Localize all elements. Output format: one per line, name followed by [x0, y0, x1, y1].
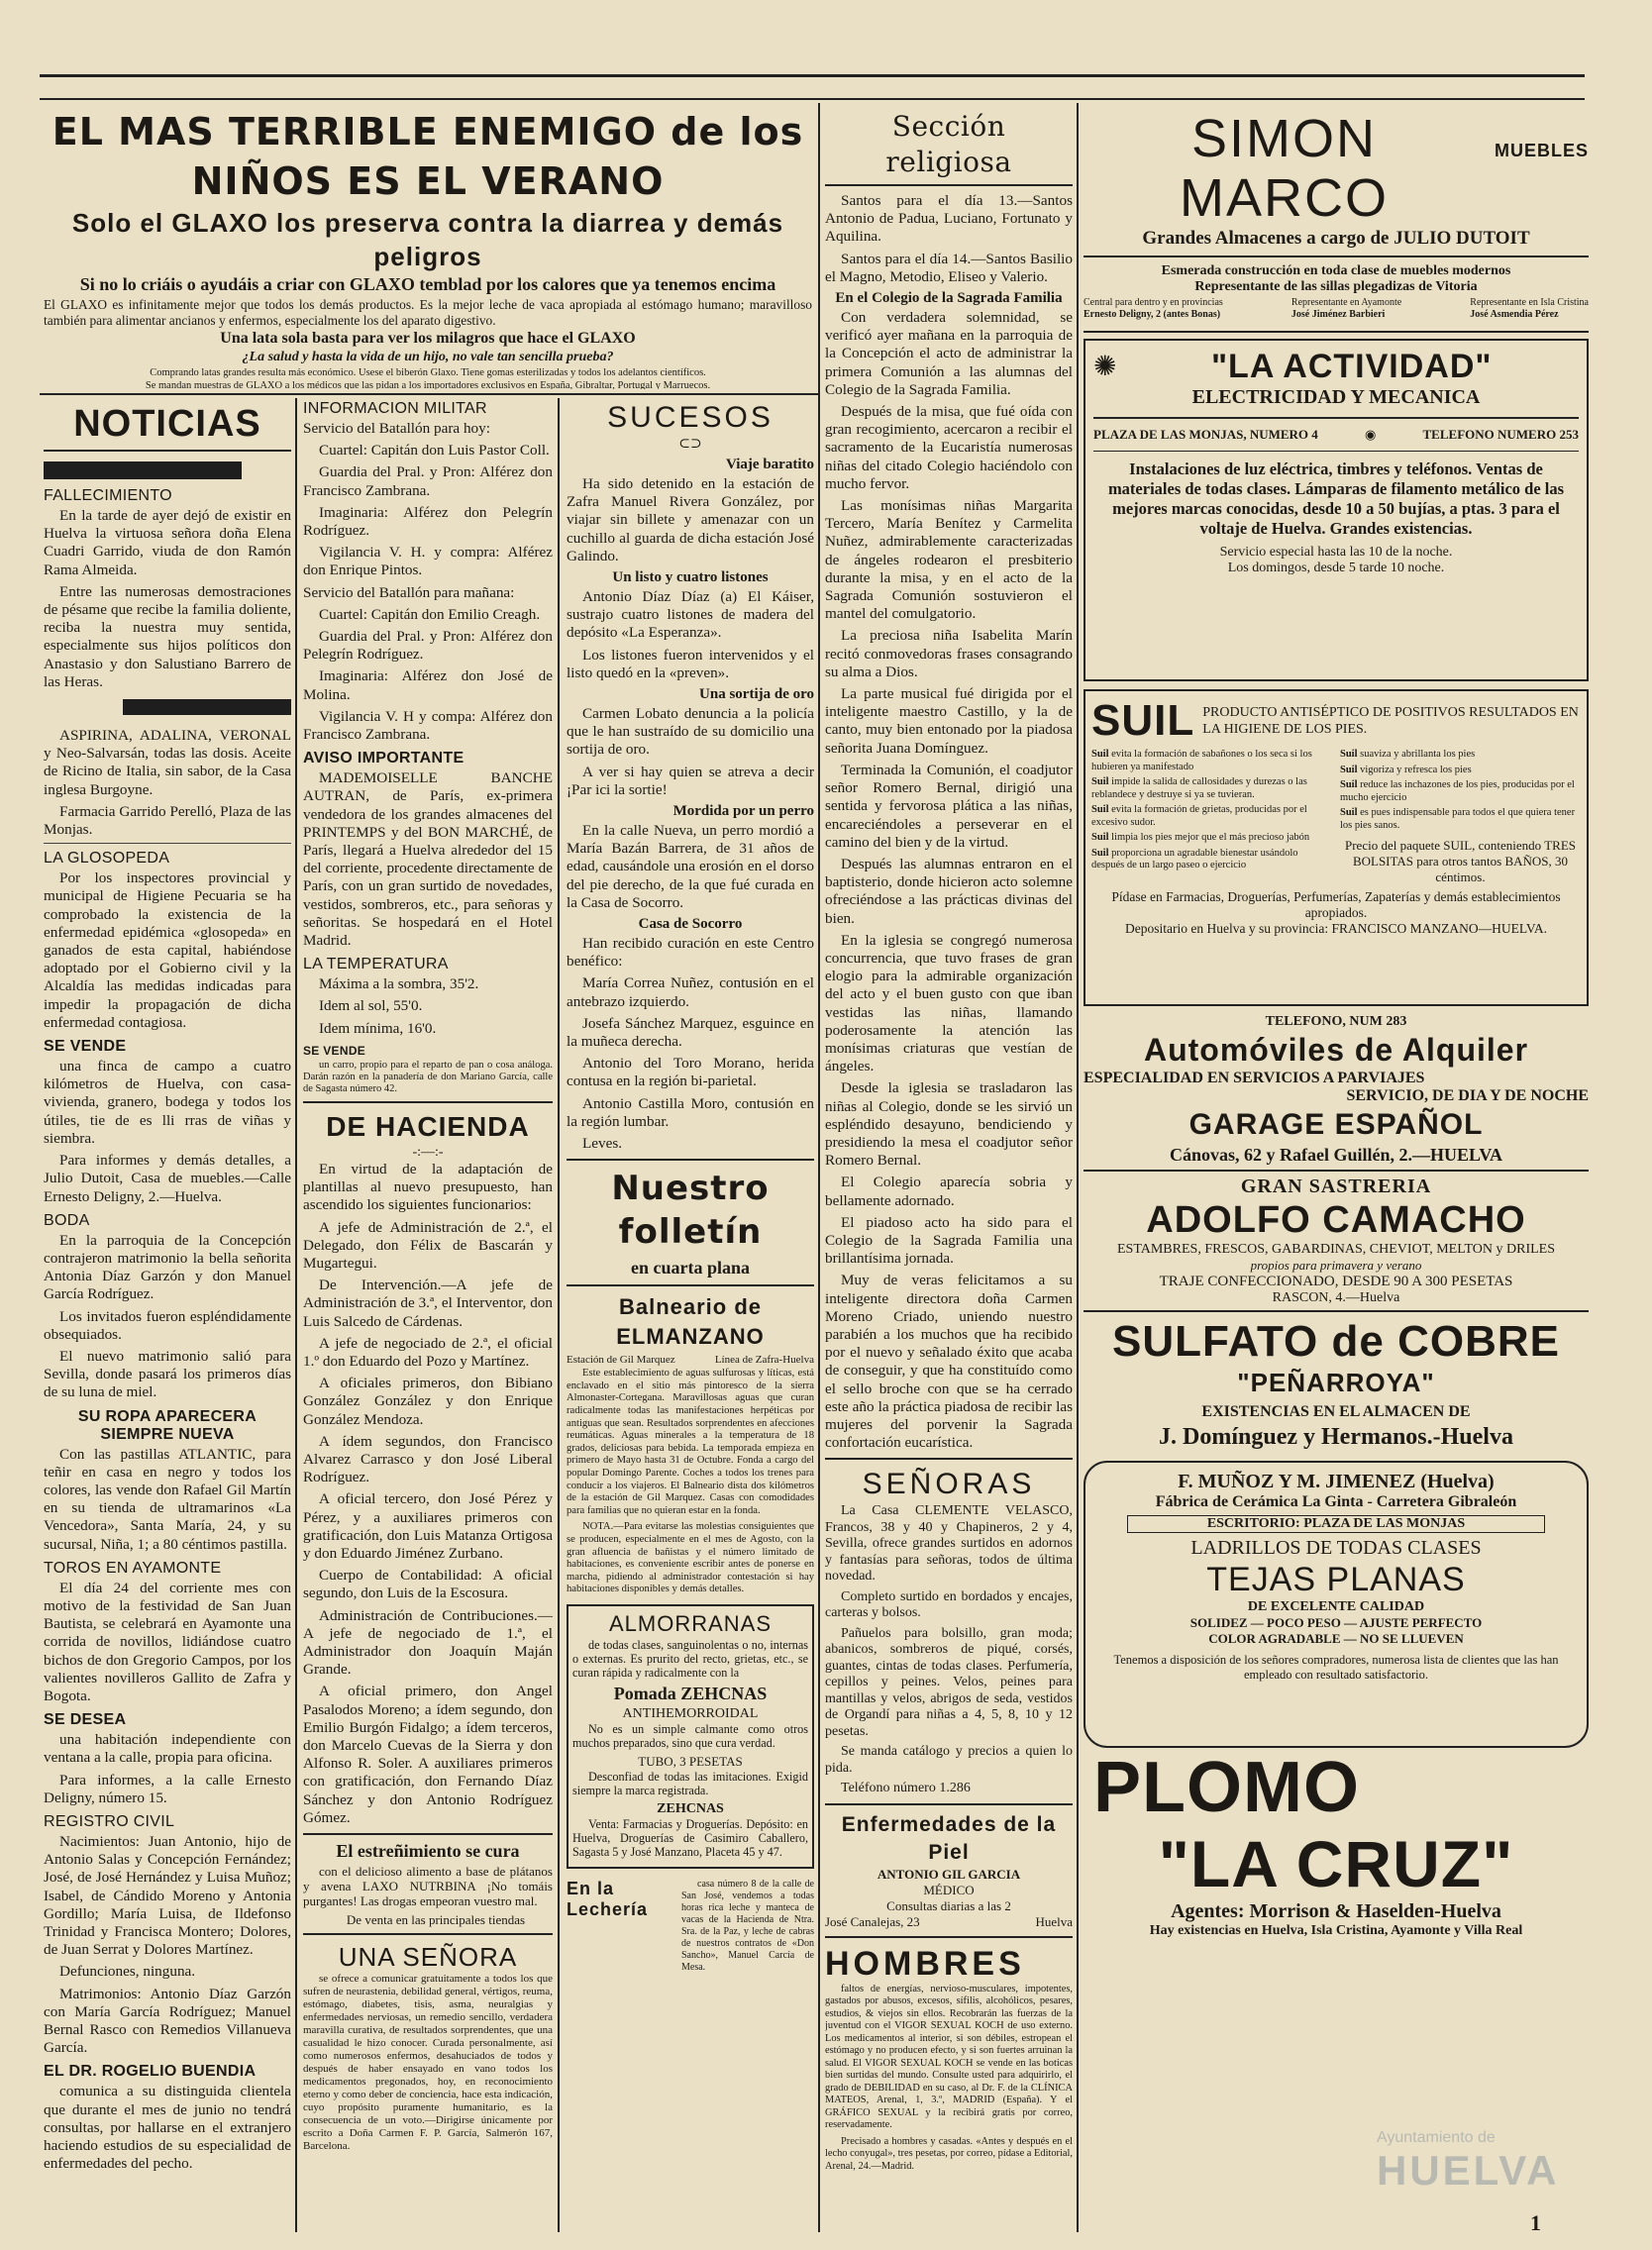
aviso-title: AVISO IMPORTANTE	[303, 750, 465, 767]
desea-text-2: Para informes, a la calle Ernesto Deligny, número 15.	[44, 1771, 291, 1806]
column-rule	[558, 398, 560, 2232]
actividad-addr: PLAZA DE LAS MONJAS, NUMERO 4	[1093, 427, 1318, 442]
sucesos-title: SUCESOS	[607, 401, 774, 434]
munoz-ladrillos: LADRILLOS DE TODAS CLASES	[1190, 1537, 1482, 1559]
sastreria-line2: propios para primavera y verano	[1250, 1258, 1422, 1273]
simon-line: Esmerada construcción en toda clase de muebles modernos	[1161, 263, 1511, 278]
glosopeda-text: Por los inspectores provincial y municipal de Higiene Pecuaria se ha comprobado la existencia de la enfermedad epidémica «glosopeda» en ganados de esta capital, habiéndose adoptado por el Gobierno civil y la Alcaldía las medidas indicadas para impedir la propagación de dicha enfermedad contagiosa.	[44, 869, 291, 1031]
sastreria-line3: TRAJE CONFECCIONADO, DESDE 90 A 300 PESETAS	[1159, 1274, 1513, 1289]
religiosa-p10: En la iglesia se congregó numerosa concurrencia, que tuvo frases de gran elogio para la admirable organización del acto y el buen gusto con que iban vestidas las niñas, llamando poderosamente la atención las monísimas criaturas que vestían de ángeles.	[825, 931, 1073, 1075]
column-5	[1084, 109, 1589, 2238]
simon-muebles: MUEBLES	[1494, 141, 1589, 160]
actividad-title: "LA ACTIVIDAD"	[1210, 348, 1493, 385]
s5-d: Antonio Castilla Moro, contusión en la región lumbar.	[567, 1094, 814, 1130]
balneario-meta-right: Línea de Zafra-Huelva	[714, 1354, 814, 1367]
religiosa-p3: Con verdadera solemnidad, se verificó ayer mañana en la parroquia de la Concepción el acto de administrar la primera Comunión a las alumnas del Colegio de la Sagrada Familia.	[825, 309, 1073, 398]
hombres-title: HOMBRES	[825, 1944, 1025, 1983]
suil-left-list	[1091, 749, 1332, 885]
senoras-tel: Teléfono número 1.286	[841, 1781, 971, 1796]
boda-text-3: El nuevo matrimonio salió para Sevilla, donde pasará los primeros días de su luna de miel.	[44, 1347, 291, 1401]
religiosa-p14: Muy de veras felicitamos a su inteligente directora doña Carmen Moreno Criado, uniendo nuestro parabién a los muchos que ha recibido por el nuevo y señalado éxito que acaba de conseguir, y que ha constituído como el sello broche con que se ha cerrado este año la práctica piadosa de recibir las mujeres del porvenir la Sagrada confortación eucarística.	[825, 1272, 1073, 1452]
simon-title: SIMON MARCO	[1179, 109, 1389, 228]
religiosa-p12: El Colegio aparecía sobria y bellamente adornado.	[825, 1174, 1073, 1209]
boda-text-2: Los invitados fueron espléndidamente obsequiados.	[44, 1307, 291, 1343]
religiosa-p8: Terminada la Comunión, el coadjutor señor Romero Bernal, dirigió una sentida y fervorosa plática a las niñas, encareciéndoles a perseverar en el camino del bien y de la virtud.	[825, 761, 1073, 851]
piel-role: MÉDICO	[923, 1882, 975, 1897]
estrenimiento-title: El estreñimiento se cura	[336, 1841, 520, 1861]
watermark-top: Ayuntamiento de	[1377, 2129, 1496, 2146]
suil-logo: SUIL	[1091, 696, 1195, 745]
piel-addr: José Canalejas, 23	[825, 1913, 920, 1929]
militar-l1: Cuartel: Capitán don Luis Pastor Coll.	[319, 442, 550, 460]
sastreria-line1: ESTAMBRES, FRESCOS, GABARDINAS, CHEVIOT, MELTON y DRILES	[1116, 1242, 1555, 1257]
hacienda-p1: En virtud de la adaptación de plantillas al nuevo presupuesto, han ascendido los siguientes funcionarios:	[303, 1160, 553, 1214]
hacienda-p2: A jefe de Administración de 2.ª, el Delegado, don Félix de Bascarán y Mugartegui.	[303, 1218, 553, 1272]
suil-header: PRODUCTO ANTISÉPTICO DE POSITIVOS RESULTADOS EN LA HIGIENE DE LOS PIES.	[1202, 705, 1579, 737]
noticias-column	[44, 400, 291, 2230]
lecheria-title: En la Lechería	[567, 1878, 649, 1919]
almorranas-price: TUBO, 3 PESETAS	[638, 1753, 743, 1769]
s5-b: Josefa Sánchez Marquez, esguince en la muñeca derecha.	[567, 1014, 814, 1051]
sulfato-line: EXISTENCIAS EN EL ALMACEN DE	[1201, 1403, 1471, 1420]
s2-title: Un listo y cuatro listones	[612, 569, 769, 586]
hombres-footer: Precisado a hombres y casadas. «Antes y después en el lecho conyugal», tres pesetas, por correo, pídase a Editorial, Arenal, 24.—Madrid.	[825, 2135, 1073, 2172]
sun-ornament-icon: ✺	[1093, 352, 1117, 382]
senora-text: se ofrece a comunicar gratuitamente a todos los que sufren de neurastenia, debilidad general, vértigos, reuma, estómago, diabetes, tisis, asma, neuralgias y enfermedades nerviosas, un remedio sencillo, verdadera maravilla curativa, de resultados sorprendentes, que una casualidad le hizo conocer. Curada personalmente, así como numerosos enfermos, desahuciados de todos y después de haber ensayado en vano todos los medicamentos pregonados, hoy, en reconocimiento eterno y como deber de conciencia, hace esta indicación, cuyo propósito puramente humanitario, es la consecuencia de un voto.—Dirigirse únicamente por escrito a Doña Carmen F. P. García, Salmerón 167, Barcelona.	[303, 1973, 553, 2152]
vende-title: SE VENDE	[303, 1043, 366, 1058]
garage-addr: Cánovas, 62 y Rafael Guillén, 2.—HUELVA	[1169, 1145, 1503, 1165]
glaxo-body: El GLAXO es infinitamente mejor que todos los demás productos. Es la mejor leche de vaca apropiada al estómago humano; maravilloso también para alimentar ancianos y enfermos, especialmente los del aparato digestivo.	[44, 297, 812, 328]
hacienda-p3: De Intervención.—A jefe de Administración de 3.ª, el Interventor, don Luis Salcedo de Cárdenas.	[303, 1277, 553, 1330]
plomo-title: PLOMO	[1093, 1748, 1360, 1827]
auto-line2: SERVICIO, DE DIA Y DE NOCHE	[1346, 1087, 1589, 1104]
registro-title: REGISTRO CIVIL	[44, 1812, 175, 1830]
hacienda-p6: A ídem segundos, don Francisco Alvarez Carrasco y don José Liberal Rodríguez.	[303, 1432, 553, 1486]
desea-text: una habitación independiente con ventana a la calle, propia para oficina.	[44, 1731, 291, 1767]
glosopeda-title: LA GLOSOPEDA	[44, 850, 170, 868]
fallecimiento-title: FALLECIMIENTO	[44, 487, 172, 504]
senora-title: UNA SEÑORA	[338, 1942, 518, 1972]
balneario-nota: NOTA.—Para evitarse las molestias consiguientes que se producen, especialmente en el mes de Agosto, con la gran afluencia de bañistas y el número limitado de habitaciones, es conveniente escribir antes de ponerse en marcha, pidiendo al administrador contestación si hay habitaciones disponibles y demás detalles.	[567, 1521, 814, 1595]
glaxo-fine1: Comprando latas grandes resulta más económico. Usese el biberón Glaxo. Tiene gomas esterilizadas y todos los adelantos científicos.	[150, 367, 706, 378]
suil-right-item: Suil es pues indispensable para todos el que quiera tener los pies sanos.	[1340, 807, 1576, 831]
religiosa-p4: Después de la misa, que fué oída con gran recogimiento, acercaron a recibir el sacramento de la Eucaristía numerosas niñas del citado Colegio haciéndolo con mucho fervor.	[825, 403, 1073, 492]
sulfato-title: SULFATO de COBRE	[1112, 1317, 1560, 1366]
hacienda-p10: A oficial primero, don Angel Pasalodos Moreno; a ídem segundo, don Emilio Burgón Fidalgo; a ídem terceros, don Marcelo Cuevas de la Sierra y don Alfonso R. Soler. A auxiliares primeros con gratificación, don Fernando Díaz Sánchez y don Antonio Rodríguez Gómez.	[303, 1683, 553, 1826]
suil-deposito: Depositario en Huelva y su provincia: FRANCISCO MANZANO—HUELVA.	[1125, 921, 1547, 936]
senoras-text-2: Completo surtido en bordados y encajes, carteras y bolsos.	[825, 1588, 1073, 1621]
buendia-title: EL DR. ROGELIO BUENDIA	[44, 2063, 257, 2081]
estrenimiento-text-2: De venta en las principales tiendas	[346, 1912, 526, 1927]
glaxo-line1: Si no lo criáis o ayudáis a criar con GLAXO temblad por los calores que ya tenemos encima	[79, 274, 776, 294]
hacienda-p8: Cuerpo de Contabilidad: A oficial segundo, don Luis de la Escosura.	[303, 1567, 553, 1602]
actividad-sub: ELECTRICIDAD Y MECANICA	[1191, 386, 1481, 408]
simon-c2a: Representante en Ayamonte	[1291, 297, 1402, 308]
militar-hoy: Servicio del Batallón para hoy:	[303, 420, 490, 437]
piel-city: Huelva	[1035, 1913, 1073, 1929]
plomo-brand: "LA CRUZ"	[1158, 1827, 1514, 1900]
actividad-text: Instalaciones de luz eléctrica, timbres y teléfonos. Ventas de materiales de todas clases. Lámparas de filamento metálico de las mejores marcas conocidas, desde 10 a 50 bujías, a ptas. 3 para el voltaje de Huelva. Grandes existencias.	[1107, 460, 1565, 538]
s5-a: María Correa Nuñez, contusión en el antebrazo izquierdo.	[567, 974, 814, 1010]
suil-right-item: Suil reduce las inchazones de los pies, producidas por el mucho ejercicio	[1340, 779, 1575, 803]
temp-3: Idem mínima, 16'0.	[319, 1019, 437, 1037]
almorranas-title: ALMORRANAS	[608, 1610, 773, 1636]
hacienda-p9: Administración de Contribuciones.—A jefe de negociado de 1.ª, el Administrador don Joaquín Maján Grande.	[303, 1606, 553, 1679]
militar-m3: Imaginaria: Alférez don José de Molina.	[303, 667, 553, 703]
column-2: INFORMACION MILITAR Servicio del Batallón para hoy: Cuartel: Capitán don Luis Pastor Coll. Guardia del Pral. y Pron: Alférez don Francisco Zambrana. Imaginaria: Alférez don Pelegrín Rodríguez. Vigilancia V. H. y compra: Alférez don Enrique Pintos. Servicio del Batallón para mañana: Cuartel: Capitán don Emilio Creagh. Guardia del Pral. y Pron: Alférez don Pelegrín Rodríguez. Imaginaria: Alférez don José de Molina. Vigilancia V. H y compa: Alférez don Francisco Zambrana. AVISO IMPORTANTE MADEMOISELLE BANCHE AUTRAN, de París, ex-primera vendedora de los grandes almacenes del PRINTEMPS y del BON MARCHÉ, de París, llegará a Huelva alrededor del 15 del corriente, procedente directamente de París, con un gran surtido de novedades, vestidos, sombreros, etc., para señoras y señoritas. Se hospedará en el Hotel Madrid. LA TEMPERATURA Máxima a la sombra, 35'2. Idem al sol, 55'0. Idem mínima, 16'0. SE VENDE un carro, propio para el reparto de pan o cosa análoga. Darán razón en la panadería de don Mariano García, calle de Sagasta número 42. DE HACIENDA -:—:- En virtud de la adaptación de plantillas al nuevo presupuesto, han ascendido los siguientes funcionarios: A jefe de Administración de 2.ª, el Delegado, don Félix de Bascarán y Mugartegui. De Intervención.—A jefe de Administración de 3.ª, el Interventor, don Luis Salcedo de Cárdenas. A jefe de negociado de 2.ª, el oficial 1.º don Eduardo del Pozo y Martínez. A oficiales primeros, don Bibiano González González y don Enrique González Mendoza. A ídem segundos, don Francisco Alvarez Carrasco y don José Liberal Rodríguez. A oficial tercero, don José Pérez y Pérez, y a auxiliares primeros con gratificación, don Luis Matanza Ortigosa y don Eduardo Jiménez Zurbano. Cuerpo de Contabilidad: A oficial segundo, don Luis de la Escosura. Administración de Contribuciones.—A jefe de negociado de 1.ª, el Administrador don Joaquín Maján Grande. A oficial primero, don Angel Pasalodos Moreno; a ídem segundo, don Emilio Burgón Fidalgo; a ídem terceros, don Marcelo Cuevas de la Sierra y don Alfonso R. Soler. A auxiliares primeros con gratificación, don Fernando Díaz Sánchez y don Antonio Rodríguez Gómez. El estreñimiento se cura con el delicioso alimento a base de plátanos y avena LAXO NUTRBINA ¡No tomáis purgantes! Las drogas empeoran vuestro mal. De venta en las principales tiendas UNA SEÑORA se ofrece a comunicar gratuitamente a todos los que sufren de neurastenia, debilidad general, vértigos, reuma, estómago, diabetes, tisis, asma, neuralgias y enfermedades nerviosas, un remedio sencillo, verdadera maravilla curativa, de resultados sorprendentes, que una casualidad le hizo conocer. Curada personalmente, así como numerosos enfermos, desahuciados de todos y después de haber ensayado en vano todos los medicamentos pregonados, hoy, en reconocimiento eterno y como deber de conciencia, hace esta indicación, cuyo propósito puramente humanitario, es la consecuencia de un voto.—Dirigirse únicamente por escrito a Doña Carmen F. P. García, Salmerón 167, Barcelona.	[303, 400, 553, 2152]
desea-title: SE DESEA	[44, 1711, 127, 1729]
estrenimiento-text: con el delicioso alimento a base de plátanos y avena LAXO NUTRBINA ¡No tomáis purgantes! Las drogas empeoran vuestro mal.	[303, 1864, 553, 1908]
munoz-calidad: DE EXCELENTE CALIDAD	[1247, 1599, 1425, 1614]
s5-c: Antonio del Toro Morano, herida contusa en la región bi-parietal.	[567, 1055, 814, 1090]
piel-hours: Consultas diarias a las 2	[886, 1897, 1011, 1913]
column-rule	[818, 103, 820, 2232]
s2-text: Antonio Díaz Díaz (a) El Káiser, sustrajo cuatro listones de madera del depósito «La Esperanza».	[567, 588, 814, 642]
suil-left-item: Suil evita la formación de sabañones o los seca si los hubieren ya manifestado	[1091, 749, 1312, 772]
suil-price: Precio del paquete SUIL, conteniendo TRES BOLSITAS para otros tantos BAÑOS, 30 céntimos.	[1345, 838, 1576, 884]
religiosa-p6: La preciosa niña Isabelita Marín recitó conmovedoras frases consagrando su alma a Dios.	[825, 627, 1073, 680]
buendia-text: comunica a su distinguida clientela que durante el mes de junio no tendrá consultas, por hallarse en el extranjero haciendo estudios de su especialidad de enfermedades del pecho.	[44, 2083, 291, 2173]
suil-left-item: Suil impide la salida de callosidades y durezas o las reblandece y destruye si ya se tuvieran.	[1091, 776, 1307, 800]
boda-title: BODA	[44, 1211, 90, 1229]
hombres-text: faltos de energías, nervioso-musculares, impotentes, gastados por abusos, excesos, sífilis, alcohólicos, pesares, estudios, & viejos sin ellos. Recobrarán las fuerzas de la juventud con el VIGOR SEXUAL KOCH de uso externo. Los medicamentos al interior, si son débiles, estropean el estómago y no producen efecto, y si son fuertes arruinan la salud. El VIGOR SEXUAL KOCH se vende en las boticas bien surtidas del mundo. Consulte usted para adquirirlo, el grado de DEBILIDAD en su caso, al Dr. F. de la CLÍNICA MATEOS, Arenal, 1, 3.º, MADRID (España). Y el GRÁFICO SEXUAL y la recibirá gratis por correo, reservadamente.	[825, 1983, 1073, 2131]
s4-text: En la calle Nueva, un perro mordió a María Bazán Barrera, de 31 años de edad, causándole una erosión en el dorso del pie derecho, de la que fué curada en la Casa de Socorro.	[567, 822, 814, 911]
actividad-servicio: Servicio especial hasta las 10 de la noche.	[1219, 545, 1453, 560]
toros-text: El día 24 del corriente mes con motivo de la festividad de San Juan Bautista, se celebrará en Ayamonte una corrida de novillos, lidiándose cuatro bichos de don Gregorio Campos, por los valientes novilleros Gallito de Zafra y Bogota.	[44, 1579, 291, 1704]
toros-title: TOROS EN AYAMONTE	[44, 1559, 222, 1577]
top-rule	[40, 74, 1585, 77]
folletin-sub: en cuarta plana	[630, 1258, 750, 1278]
sastreria-top: GRAN SASTRERIA	[1240, 1176, 1432, 1197]
religiosa-sub: En el Colegio de la Sagrada Familia	[835, 290, 1063, 307]
s2-text-b: Los listones fueron intervenidos y el listo quedó en la «preven».	[567, 646, 814, 681]
actividad-circle-icon: ◉	[1364, 427, 1377, 442]
militar-l2: Guardia del Pral. y Pron: Alférez don Francisco Zambrana.	[303, 463, 553, 499]
se-vende-text: una finca de campo a cuatro kilómetros de Huelva, con casa-vivienda, granero, bodega y todos los útiles, tie de es lli rras de viñas y siembra.	[44, 1058, 291, 1147]
munoz-tejas: TEJAS PLANAS	[1206, 1561, 1466, 1598]
senoras-text: La Casa CLEMENTE VELASCO, Francos, 38 y 40 y Chapineros, 2 y 4, Sevilla, ofrece grandes surtidos en adornos y fantasías para señoras, todos de última novedad.	[825, 1503, 1073, 1585]
suil-left-item: Suil proporciona un agradable bienestar usándolo después de un largo paseo o ejercicio	[1091, 847, 1298, 870]
column-rule	[295, 398, 297, 2232]
fallecimiento-text: En la tarde de ayer dejó de existir en Huelva la virtuosa señora doña Elena Cuadri Garrido, viuda de don Ramón Rama Almeida.	[44, 507, 291, 578]
munoz-title: F. MUÑOZ Y M. JIMENEZ (Huelva)	[1178, 1471, 1495, 1492]
registro-text-3: Matrimonios: Antonio Díaz Garzón con María García Rodríguez; Manuel Bernal Rasco con Remedios Villanueva García.	[44, 1985, 291, 2057]
temp-1: Máxima a la sombra, 35'2.	[319, 975, 479, 993]
s5-title: Casa de Socorro	[638, 916, 743, 933]
militar-m2: Guardia del Pral. y Pron: Alférez don Pelegrín Rodríguez.	[303, 628, 553, 664]
munoz-tenemos: Tenemos a disposición de los señores compradores, numerosa lista de clientes que las han empleado con resultado satisfactorio.	[1113, 1653, 1559, 1682]
militar-m1: Cuartel: Capitán don Emilio Creagh.	[319, 605, 541, 623]
auto-title: Automóviles de Alquiler	[1143, 1032, 1529, 1068]
munoz-specs: SOLIDEZ — POCO PESO — AJUSTE PERFECTO	[1189, 1615, 1483, 1630]
lecheria-text: casa número 8 de la calle de San José, vendemos a todas horas rica leche y manteca de vacas de la Hacienda de Ntra. Sra. de la Paz, y leche de cabras de nuestros contratos de «Don Sancho», Manuel Carcía de Mesa.	[681, 1878, 814, 1973]
hacienda-p7: A oficial tercero, don José Pérez y Pérez, y a auxiliares primeros con gratificación, don Luis Matanza Ortigosa y don Eduardo Jiménez Zurbano.	[303, 1490, 553, 1562]
noticias-header: NOTICIAS	[73, 403, 261, 445]
senoras-title: SEÑORAS	[862, 1468, 1036, 1501]
piel-name: ANTONIO GIL GARCIA	[877, 1866, 1021, 1882]
glaxo-subtitle: Solo el GLAXO los preserva contra la diarrea y demás peligros	[71, 208, 784, 271]
glaxo-bottom-rule	[40, 393, 818, 395]
almorranas-brand: Pomada ZEHCNAS	[613, 1683, 768, 1703]
simon-sub: Grandes Almacenes a cargo de JULIO DUTOIT	[1142, 228, 1530, 249]
actividad-tel: TELEFONO NUMERO 253	[1422, 427, 1579, 442]
column-3: SUCESOS ⊂⊃ Viaje baratito Ha sido detenido en la estación de Zafra Manuel Rivera González, por viajar sin billete y amenazar con un cuchillo al guarda de dicha estación José Galindo. Un listo y cuatro listones Antonio Díaz Díaz (a) El Káiser, sustrajo cuatro listones de madera del depósito «La Esperanza». Los listones fueron intervenidos y el listo quedó en la «preven». Una sortija de oro Carmen Lobato denuncia a la policía que le han sustraído de su domicilio una sortija de oro. A ver si hay quien se atreva a decir ¡Par ici la sortie! Mordida por un perro En la calle Nueva, un perro mordió a María Bazán Barrera, de 31 años de edad, causándole una erosión en el dorso del pie derecho, de la que fué curada en la Casa de Socorro. Casa de Socorro Han recibido curación en este Centro benéfico: María Correa Nuñez, contusión en el antebrazo izquierdo. Josefa Sánchez Marquez, esguince en la muñeca derecha. Antonio del Toro Morano, herida contusa en la región bi-parietal. Antonio Castilla Moro, contusión en la región lumbar. Leves. Nuestro folletín en cuarta plana Balneario de ELMANZANO Estación de Gil Marquez Línea de Zafra-Huelva Este establecimiento de aguas sulfurosas y líticas, está enclavado en el sitio más pintoresco de la sierra Almonaster-Cortegana. Maravillosas aguas que curan radicalmente todas las manifestaciones herpéticas por antiguas que sean. Resultados sorprendentes en afecciones reumáticas. Aguas minerales a la temperatura de 18 grados, deliciosas para bebida. La temporada empieza en primero de Mayo hasta 31 de Octubre. Fonda a cargo del popular Domingo Parente. Coches a todos los trenes para conducir a los viajeros. El Balneario dista dos kilómetros de la estación de Gil Marquez. Casas con comodidades para familias que no quieran estar en la fonda. NOTA.—Para evitarse las molestias consiguientes que se producen, especialmente en el mes de Agosto, con la gran afluencia de bañistas y el número limitado de habitaciones, es conveniente escribir antes de ponerse en marcha, pidiendo al administrador contestación si hay habitaciones disponibles y demás detalles. ALMORRANAS de todas clases, sanguinolentas o no, internas o externas. Es prurito del recto, grietas, etc., se curan rápida y radicalmente con la Pomada ZEHCNAS ANTIHEMORROIDAL No es un simple calmante como otros muchos preparados, sino que cura verdad. TUBO, 3 PESETAS Desconfiad de todas las imitaciones. Exigid siempre la marca registrada. ZEHCNAS Venta: Farmacias y Droguerías. Depósito: en Huelva, Droguerías de Casimiro Caballero, Sagasta 5 y José Manzano, Placeta 45 y 47. En la Lechería casa número 8 de la calle de San José, vendemos a todas horas rica leche y manteca de vacas de la Hacienda de Ntra. Sra. de la Paz, y leche de cabras de nuestros contratos de «Don Sancho», Manuel Carcía de Mesa.	[567, 400, 814, 2230]
religiosa-p13: El piadoso acto ha sido para el Colegio de la Sagrada Familia una brillantísima jornada.	[825, 1213, 1073, 1268]
temp-2: Idem al sol, 55'0.	[319, 997, 423, 1015]
sastreria-name: ADOLFO CAMACHO	[1146, 1199, 1526, 1241]
almorranas-text: de todas clases, sanguinolentas o no, internas o externas. Es prurito del recto, grietas, etc., se curan rápida y radicalmente con la	[572, 1637, 808, 1680]
glaxo-fine2: Se mandan muestras de GLAXO a los médicos que las pidan a los importadores exclusivos en España, Gibraltar, Portugal y Marruecos.	[145, 380, 711, 389]
simon-c3b: José Asmendia Pérez	[1470, 309, 1559, 320]
piel-title: Enfermedades de la Piel	[841, 1812, 1057, 1864]
balneario-text: Este establecimiento de aguas sulfurosas y líticas, está enclavado en el sitio más pintoresco de la sierra Almonaster-Cortegana. Maravillosas aguas que curan radicalmente todas las manifestaciones herpéticas por antiguas que sean. Resultados sorprendentes en afecciones reumáticas. Aguas minerales a la temperatura de 18 grados, deliciosas para bebida. La temporada empieza en primero de Mayo hasta 31 de Octubre. Fonda a cargo del popular Domingo Parente. Coches a todos los trenes para conducir a los viajeros. El Balneario dista dos kilómetros de la estación de Gil Marquez. Casas con comodidades para familias que no quieran estar en la fonda.	[567, 1368, 814, 1516]
religiosa-p5: Las monísimas niñas Margarita Tercero, María Benítez y Carmelita Nuñez, admirablemente caracterizadas de ángeles rodearon el presbiterio durante la misa, y en el acto de la Sagrada Comunión sostuvieron el mantel del comulgatorio.	[825, 497, 1073, 623]
religiosa-p7: La parte musical fué dirigida por el inteligente maestro Castillo, y la de canto, muy bien entonado por la piadosa señorita Juana Domínguez.	[825, 685, 1073, 757]
column-rule	[1077, 103, 1079, 2232]
senoras-text-4: Se manda catálogo y precios a quien lo pida.	[825, 1744, 1073, 1776]
vende-text: un carro, propio para el reparto de pan o cosa análoga. Darán razón en la panadería de don Mariano García, calle de Sagasta número 42.	[303, 1059, 553, 1094]
religiosa-title: Sección religiosa	[885, 110, 1012, 178]
folletin-title: Nuestro folletín	[611, 1169, 770, 1253]
top-rule-2	[40, 98, 1585, 100]
glaxo-question: ¿La salud y hasta la vida de un hijo, no vale tan sencilla prueba?	[242, 350, 614, 364]
religiosa-p2: Santos para el día 14.—Santos Basilio el Magno, Metodio, Eliseo y Valerio.	[825, 250, 1073, 285]
watermark	[1268, 2129, 1604, 2218]
glaxo-ad	[44, 107, 812, 389]
balneario-meta-left: Estación de Gil Marquez	[567, 1354, 675, 1367]
hacienda-p4: A jefe de negociado de 2.ª, el oficial 1.º don Eduardo del Pozo y Martínez.	[303, 1334, 553, 1370]
s4-title: Mordida por un perro	[672, 803, 814, 820]
s5-text: Han recibido curación en este Centro benéfico:	[567, 935, 814, 971]
boda-text: En la parroquia de la Concepción contrajeron matrimonio la bella señorita Antonia Díaz Garzón y don Manuel García Rodríguez.	[44, 1231, 291, 1303]
balneario-title: Balneario de ELMANZANO	[616, 1294, 765, 1350]
senoras-text-3: Pañuelos para bolsillo, gran moda; abanicos, sombreros de piqué, corsés, guantes, cintas de todas clases. Perfumería, cepillos y peines. Velos, peines para mantillas y velos, abrigos de seda, vestidos de Organdí para niñas a 4, 5, 8, 10 y 12 pesetas.	[825, 1625, 1073, 1739]
hacienda-p5: A oficiales primeros, don Bibiano González González y don Enrique González Mendoza.	[303, 1375, 553, 1428]
hacienda-title: DE HACIENDA	[326, 1110, 530, 1142]
garage-title: GARAGE ESPAÑOL	[1188, 1108, 1484, 1141]
religiosa-p9: Después las alumnas entraron en el baptisterio, donde hicieron acto solemne ofreciéndose a las prácticas divinas del bien.	[825, 855, 1073, 927]
aviso-text: MADEMOISELLE BANCHE AUTRAN, de París, ex-primera vendedora de los grandes almacenes del PRINTEMPS y del BON MARCHÉ, de París, llegará a Huelva alrededor del 15 del corriente, procedente directamente de París, con un gran surtido de novedades, vestidos, sombreros, etc., para señoras y señoritas. Se hospedará en el Hotel Madrid.	[303, 769, 553, 950]
suil-left-item: Suil evita la formación de grietas, producidas por el excesivo sudor.	[1091, 804, 1307, 828]
aspirina-text-2: Farmacia Garrido Perelló, Plaza de las Monjas.	[44, 802, 291, 839]
plomo-agentes: Agentes: Morrison & Haselden-Huelva	[1171, 1900, 1501, 1922]
registro-text: Nacimientos: Juan Antonio, hijo de Antonio Salas y Concepción Fernández; José, de José Hernández y Luisa Muñoz; Isabel, de Cándido Moreno y Antonia Gordillo; María Luisa, de Ildefonso Trinidad y Francisca Montero; Dolores, de Juan Serrat y Dolores Martínez.	[44, 1832, 291, 1959]
sulfato-brand: "PEÑARROYA"	[1237, 1368, 1435, 1397]
militar-l3: Imaginaria: Alférez don Pelegrín Rodríguez.	[303, 503, 553, 540]
suil-pidase: Pídase en Farmacias, Droguerías, Perfumerías, Zapaterías y demás establecimientos apropiados.	[1111, 889, 1561, 920]
suil-right-item: Suil suaviza y abrillanta los pies	[1340, 749, 1476, 760]
suil-left-item: Suil limpia los pies mejor que el más precioso jabón	[1091, 832, 1310, 843]
militar-manana: Servicio del Batallón para mañana:	[303, 583, 515, 601]
suil-right-list	[1340, 749, 1581, 885]
sulfato-agent: J. Domínguez y Hermanos.-Huelva	[1159, 1424, 1513, 1450]
se-vende-title: SE VENDE	[44, 1038, 127, 1056]
column-4	[825, 109, 1073, 2228]
militar-l4: Vigilancia V. H. y compra: Alférez don Enrique Pintos.	[303, 544, 553, 579]
simon-rep: Representante de las sillas plegadizas de Vitoria	[1194, 279, 1478, 294]
munoz-color: COLOR AGRADABLE — NO SE LLUEVEN	[1208, 1631, 1464, 1646]
almorranas-venta: Venta: Farmacias y Droguerías. Depósito: en Huelva, Droguerías de Casimiro Caballero, Sagasta 5 y José Manzano, Placeta 45 y 47.	[572, 1816, 808, 1859]
auto-line1: ESPECIALIDAD EN SERVICIOS A PARVIAJES	[1084, 1070, 1425, 1086]
fallecimiento-text-2: Entre las numerosas demostraciones de pésame que recibe la familia doliente, reciba la nuestra muy sentida, especialmente sus hijos políticos don Anastasio y don Salustiano Barrero de las Heras.	[44, 582, 291, 690]
simon-c2b: José Jiménez Barbieri	[1291, 309, 1386, 320]
s3-text: Carmen Lobato denuncia a la policía que le han sustraído de su domicilio una sortija de oro.	[567, 705, 814, 759]
page-number: 1	[1530, 2210, 1541, 2235]
s3-title: Una sortija de oro	[699, 686, 814, 703]
glaxo-title: EL MAS TERRIBLE ENEMIGO de los NIÑOS ES EL VERANO	[52, 110, 804, 203]
munoz-fabrica: Fábrica de Cerámica La Ginta - Carretera Gibraleón	[1155, 1493, 1517, 1510]
religiosa-p1: Santos para el día 13.—Santos Antonio de Padua, Luciano, Fortunato y Aquilina.	[825, 192, 1073, 246]
s5-e: Leves.	[582, 1135, 623, 1153]
simon-c1b: Ernesto Deligny, 2 (antes Bonas)	[1084, 309, 1221, 320]
s1-text: Ha sido detenido en la estación de Zafra Manuel Rivera González, por viajar sin billete y amenazar con un cuchillo al guarda de dicha estación José Galindo.	[567, 475, 814, 564]
almorranas-sub: ANTIHEMORROIDAL	[622, 1705, 759, 1721]
s1-title: Viaje baratito	[725, 457, 814, 472]
auto-tel: TELEFONO, NUM 283	[1265, 1014, 1407, 1029]
almorranas-text-2: No es un simple calmante como otros muchos preparados, sino que cura verdad.	[572, 1721, 808, 1750]
religiosa-p11: Desde la iglesia se trasladaron las niñas al Colegio, donde se les sirvió un espléndido desayuno, bendiciendo y presidiendo la mesa el coadjutor señor Romero Bernal.	[825, 1079, 1073, 1170]
registro-text-2: Defunciones, ninguna.	[59, 1963, 196, 1981]
temperatura-title: LA TEMPERATURA	[303, 956, 449, 973]
suil-right-item: Suil vigoriza y refresca los pies	[1340, 764, 1472, 775]
watermark-bottom: HUELVA	[1377, 2147, 1560, 2194]
simon-c1a: Central para dentro y en provincias	[1084, 297, 1223, 308]
se-vende-text-2: Para informes y demás detalles, a Julio Dutoit, Casa de muebles.—Calle Ernesto Deligny, 2.—Huelva.	[44, 1152, 291, 1205]
almorranas-brand-2: ZEHCNAS	[657, 1800, 724, 1816]
glaxo-tagline: Una lata sola basta para ver los milagros que hace el GLAXO	[220, 330, 636, 347]
aspirina-text: ASPIRINA, ADALINA, VERONAL y Neo-Salvarsán, todas las dosis. Aceite de Ricino de Italia, sin sabor, de la Casa inglesa Burgoyne.	[44, 727, 291, 798]
simon-c3a: Representante en Isla Cristina	[1470, 297, 1589, 308]
ropa-title: SU ROPA APARECERA SIEMPRE NUEVA	[77, 1407, 258, 1443]
plomo-existencias: Hay existencias en Huelva, Isla Cristina, Ayamonte y Villa Real	[1149, 1923, 1523, 1938]
sastreria-addr: RASCON, 4.—Huelva	[1272, 1290, 1400, 1305]
munoz-oficina: ESCRITORIO: PLAZA DE LAS MONJAS	[1127, 1515, 1545, 1533]
militar-m4: Vigilancia V. H y compa: Alférez don Francisco Zambrana.	[303, 707, 553, 744]
ropa-text: Con las pastillas ATLANTIC, para teñir en casa en negro y todos los colores, las vende don Rafael Gil Martín en su tienda de ultramarinos «La Vencedora», Santa María, 24, y su sucursal, Niña, 1; a 80 céntimos pastilla.	[44, 1445, 291, 1553]
s3-text-b: A ver si hay quien se atreva a decir ¡Par ici la sortie!	[567, 763, 814, 798]
actividad-domingos: Los domingos, desde 5 tarde 10 noche.	[1227, 561, 1445, 575]
almorranas-text-3: Desconfiad de todas las imitaciones. Exigid siempre la marca registrada.	[572, 1769, 808, 1797]
militar-title: INFORMACION MILITAR	[303, 400, 487, 417]
